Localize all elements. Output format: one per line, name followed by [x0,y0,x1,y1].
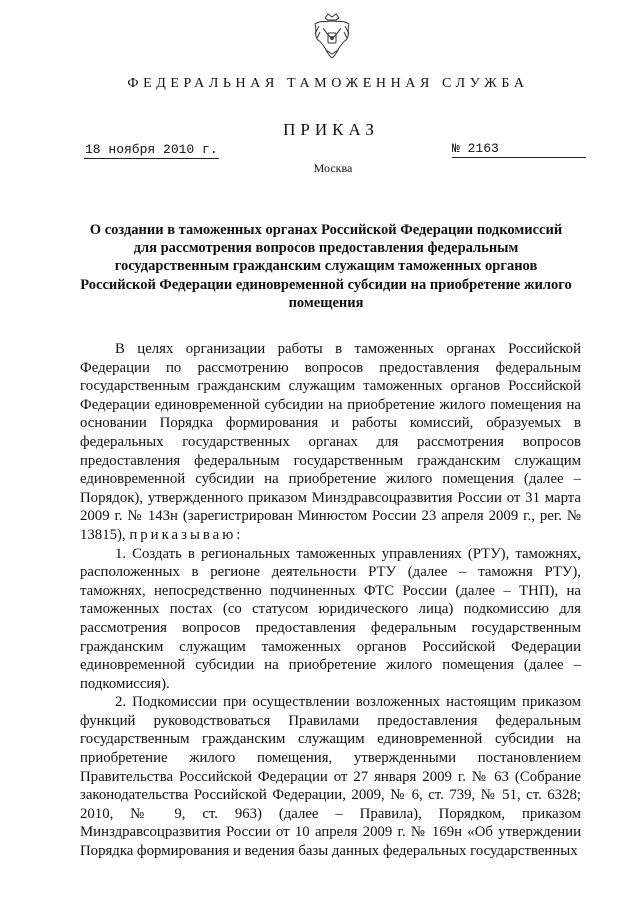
intro-text: В целях организации работы в таможенных органах Российской Федерации по рассмотрению вопросов предоставления федеральным государственным гражданским служащим таможенных органов Российской Федерации единовременной субсидии на приобретение жилого помещения на основании Порядка формирования и работы комиссий, образуемых в федеральных государственных органах для рассмотрения вопросов предоставления федеральным государственным гражданским служащим единовременной субсидии на приобретение жилого помещения (далее – Порядок), утвержденного приказом Минздравсоцразвития России от 31 марта 2009 г. № 143н (зарегистрирован Минюстом России 23 апреля 2009 г., рег. № 13815), [80,341,581,543]
document-type: ПРИКАЗ [283,120,379,139]
document-body [80,340,581,861]
order-word: приказываю: [129,526,244,543]
item-2-paragraph: 2. Подкомиссии при осуществлении возложенных настоящим приказом функций руководствоваться Правилами предоставления федеральным государственным гражданским служащим единовременной субсидии на приобретение жилого помещения, утвержденными постановлением Правительства Российской Федерации от 27 января 2009 г. № 63 (Собрание законодательства Российской Федерации, 2009, № 6, ст. 739, № 51, ст. 6328; 2010, № 9, ст. 963) (далее – Правила), Порядком, приказом Минздравсоцразвития России от 10 апреля 2009 г. № 169н «Об утверждении Порядка формирования и ведения базы данных федеральных государственных [80,694,581,860]
city: Москва [313,161,353,175]
order-date: 18 ноября 2010 г. [85,142,218,157]
agency-name: ФЕДЕРАЛЬНАЯ ТАМОЖЕННАЯ СЛУЖБА [127,76,529,91]
document-heading: О создании в таможенных органах Российской Федерации подкомиссий для рассмотрения вопросов предоставления федеральным государственным гражданским служащим таможенных органов Российской Федерации единовременной субсидии на приобретение жилого помещения [80,222,572,311]
intro-paragraph [80,340,581,545]
item-1-paragraph: 1. Создать в региональных таможенных управлениях (РТУ), таможнях, расположенных в регионе деятельности РТУ (далее – таможня РТУ), таможнях, непосредственно подчиненных ФТС России (далее – ТНП), на таможенных постах (со статусом юридического лица) подкомиссию для рассмотрения вопросов предоставления федеральным государственным гражданским служащим таможенных органов Российской Федерации единовременной субсидии на приобретение жилого помещения (далее – подкомиссия). [80,545,581,692]
order-number: № 2163 [452,140,586,158]
coat-of-arms-icon [311,12,353,62]
